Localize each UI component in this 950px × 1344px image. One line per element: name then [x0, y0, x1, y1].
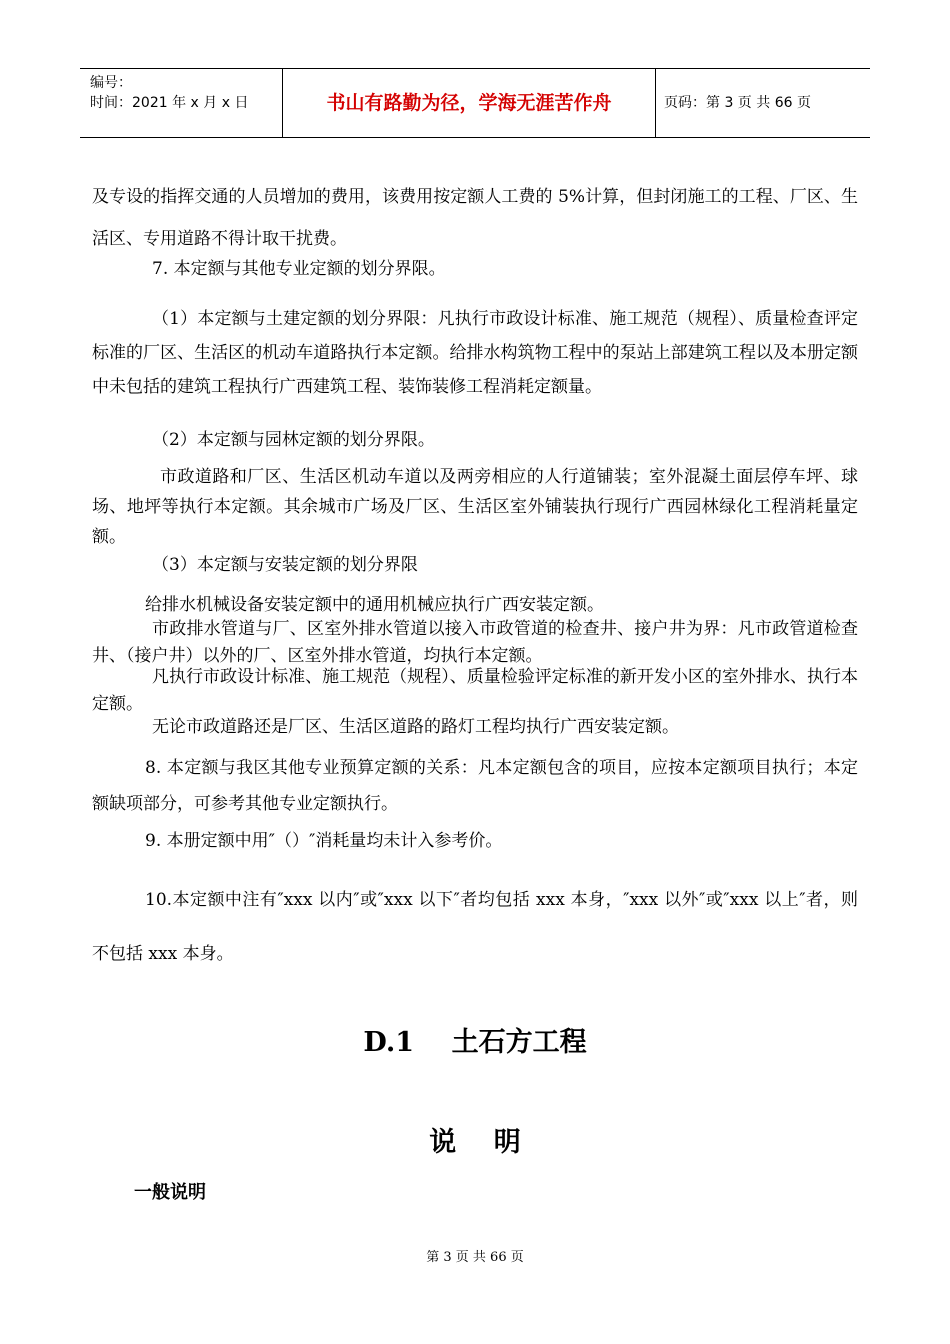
paragraph: 9. 本册定额中用″（）″消耗量均未计入参考价。 — [145, 831, 503, 851]
chapter-heading: D.1 土石方工程 — [363, 1027, 587, 1058]
section-title: 说 明 — [429, 1127, 521, 1158]
header-motto: 书山有路勤为径，学海无涯苦作舟 — [326, 92, 612, 114]
paragraph: 及专设的指挥交通的人员增加的费用，该费用按定额人工费的 5%计算，但封闭施工的工程、厂区、生活区、专用道路不得计取干扰费。 — [92, 187, 858, 249]
paragraph: 10.本定额中注有″xxx 以内″或″xxx 以下″者均包括 xxx 本身，″xxx 以外″或″xxx 以上″者，则不包括 xxx 本身。 — [92, 890, 858, 964]
subsection-title: 一般说明 — [134, 1182, 206, 1203]
paragraph: 给排水机械设备安装定额中的通用机械应执行广西安装定额。 — [145, 595, 604, 615]
header-page-info: 页码：第 3 页 共 66 页 — [664, 95, 811, 111]
paragraph: 市政排水管道与厂、区室外排水管道以接入市政管道的检查井、接户井为界：凡市政管道检查井、（接户井）以外的厂、区室外排水管道，均执行本定额。 — [92, 619, 858, 666]
paragraph: 市政道路和厂区、生活区机动车道以及两旁相应的人行道铺装；室外混凝土面层停车坪、球场、地坪等执行本定额。其余城市广场及厂区、生活区室外铺装执行现行广西园林绿化工程消耗量定额。 — [92, 467, 858, 547]
paragraph: （1）本定额与土建定额的划分界限：凡执行市政设计标准、施工规范（规程）、质量检查评定标准的厂区、生活区的机动车道路执行本定额。给排水构筑物工程中的泵站上部建筑工程以及本册定额中未包括的建筑工程执行广西建筑工程、装饰装修工程消耗定额量。 — [92, 309, 858, 397]
page-header — [80, 68, 870, 138]
paragraph: 凡执行市政设计标准、施工规范（规程）、质量检验评定标准的新开发小区的室外排水、执行本定额。 — [92, 667, 858, 714]
paragraph: （3）本定额与安装定额的划分界限 — [152, 555, 418, 575]
header-meta — [90, 73, 280, 113]
header-number-label: 编号： — [90, 75, 132, 91]
header-divider — [655, 69, 656, 137]
header-date-label: 时间：2021 年 x 月 x 日 — [90, 95, 249, 111]
paragraph: （2）本定额与园林定额的划分界限。 — [152, 430, 435, 450]
paragraph: 无论市政道路还是厂区、生活区道路的路灯工程均执行广西安装定额。 — [152, 717, 679, 737]
page-footer: 第 3 页 共 66 页 — [426, 1250, 524, 1265]
paragraph: 8. 本定额与我区其他专业预算定额的关系：凡本定额包含的项目，应按本定额项目执行；本定额缺项部分，可参考其他专业定额执行。 — [92, 758, 858, 814]
paragraph: 7. 本定额与其他专业定额的划分界限。 — [152, 259, 446, 279]
